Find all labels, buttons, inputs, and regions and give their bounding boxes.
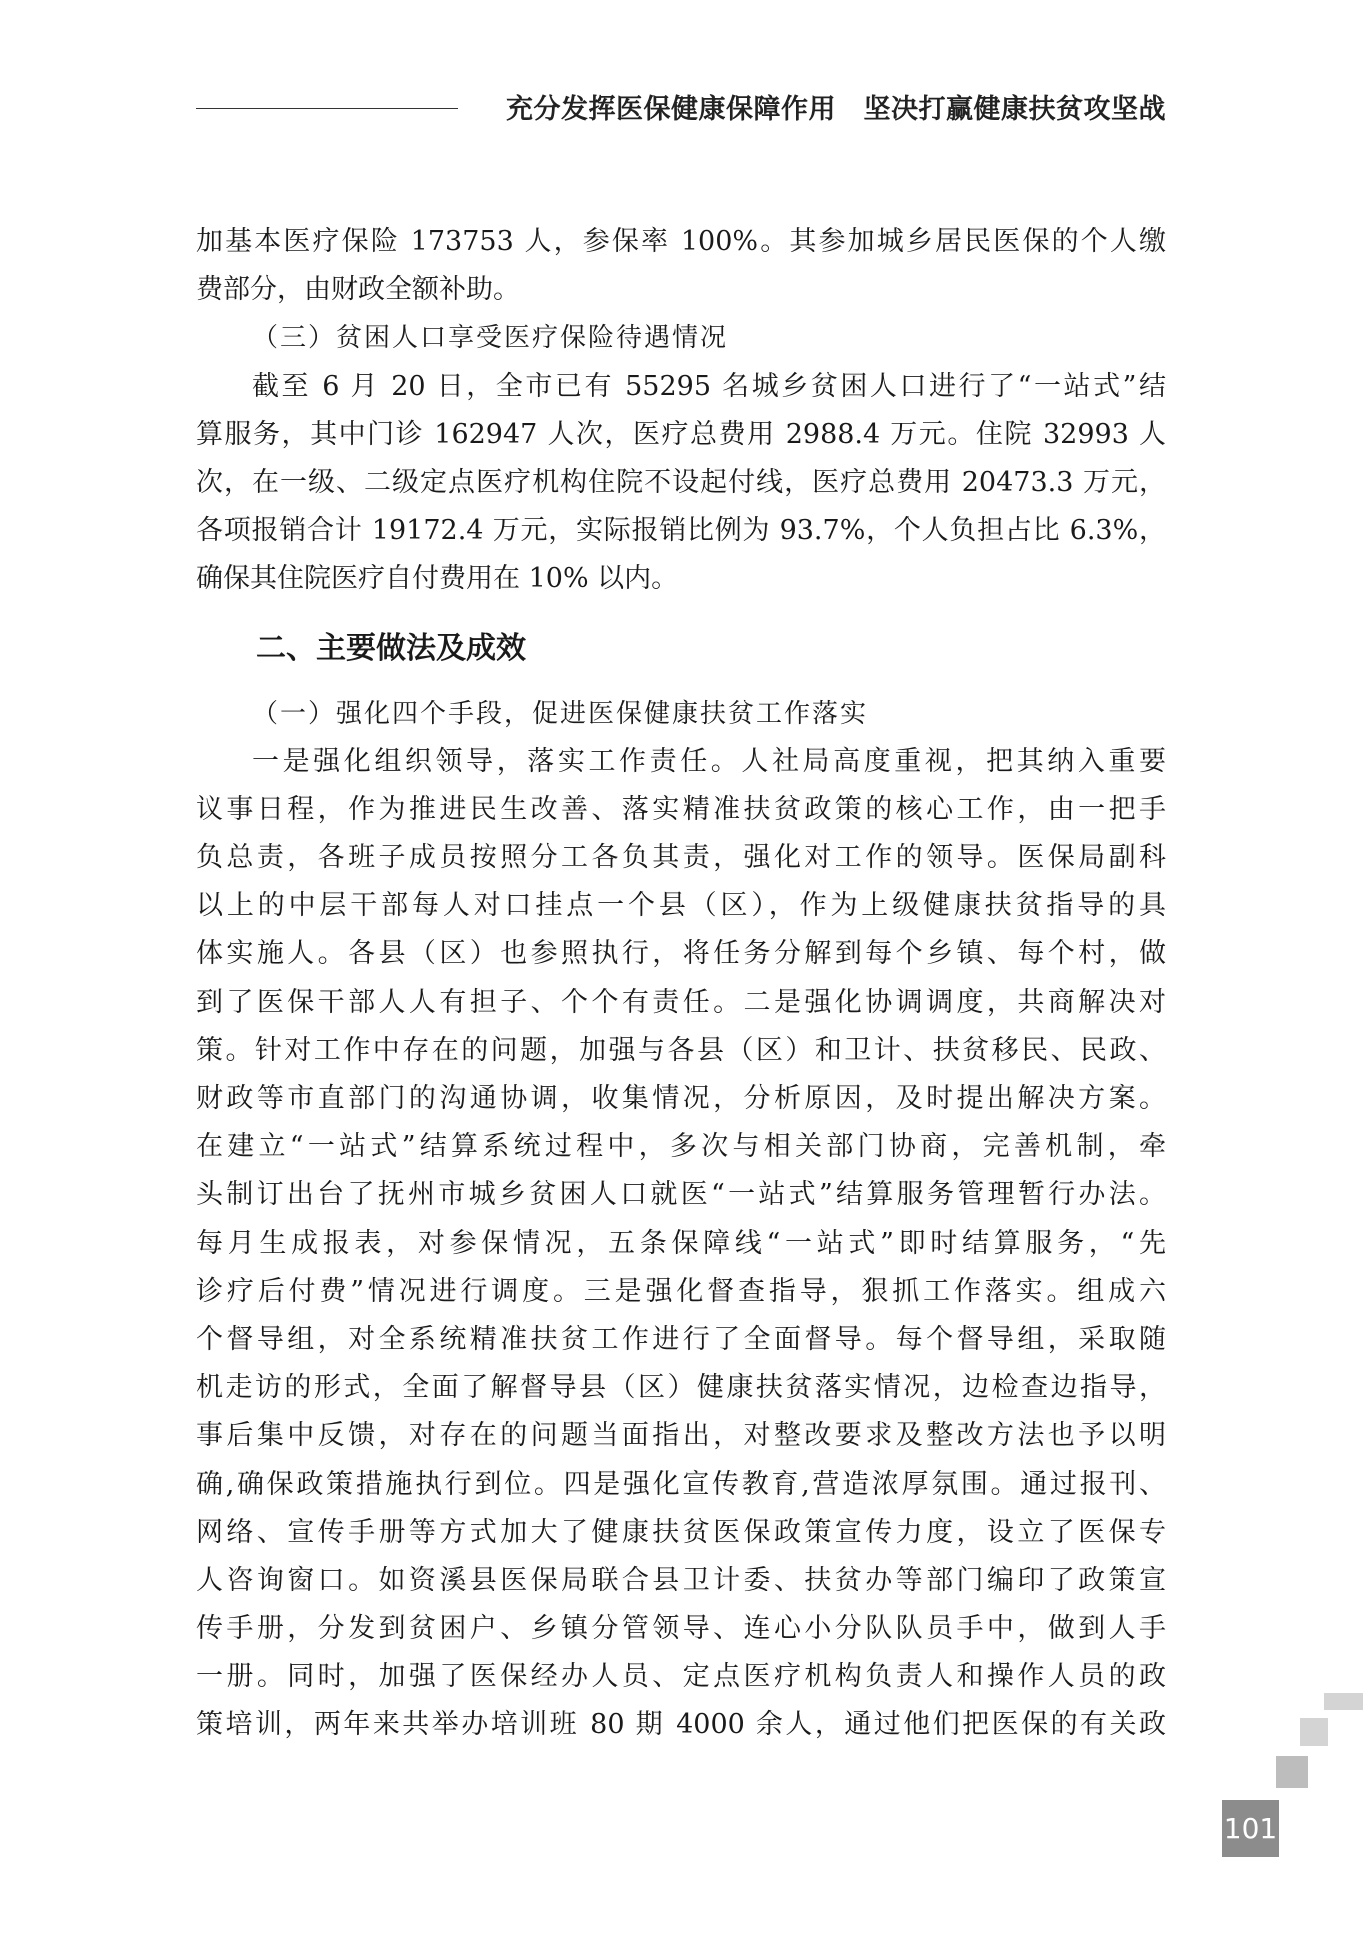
text-line: 一册。同时，加强了医保经办人员、定点医疗机构负责人和操作人员的政 [196, 1661, 1166, 1693]
text-line: 事后集中反馈，对存在的问题当面指出，对整改要求及整改方法也予以明 [196, 1420, 1166, 1452]
text-line: 一是强化组织领导，落实工作责任。人社局高度重视，把其纳入重要 [252, 745, 1166, 777]
text-line: 加基本医疗保险 173753 人，参保率 100%。其参加城乡居民医保的个人缴 [196, 226, 1166, 257]
text-line: 头制订出台了抚州市城乡贫困人口就医“一站式”结算服务管理暂行办法。 [196, 1179, 1166, 1211]
text-line: 确,确保政策措施执行到位。四是强化宣传教育,营造浓厚氛围。通过报刊、 [196, 1468, 1166, 1500]
header-rule [196, 108, 458, 109]
text-line: 截至 6 月 20 日，全市已有 55295 名城乡贫困人口进行了“一站式”结 [252, 370, 1166, 402]
text-line: 议事日程，作为推进民生改善、落实精准扶贫政策的核心工作，由一把手 [196, 793, 1166, 825]
decorative-square [1276, 1756, 1308, 1788]
paragraph [196, 363, 1166, 604]
text-line: 策培训，两年来共举办培训班 80 期 4000 余人，通过他们把医保的有关政 [196, 1709, 1166, 1741]
text-line: 财政等市直部门的沟通协调，收集情况，分析原因，及时提出解决方案。 [196, 1083, 1166, 1114]
text-line: 人咨询窗口。如资溪县医保局联合县卫计委、扶贫办等部门编印了政策宣 [196, 1564, 1166, 1596]
page-number: 101 [1222, 1800, 1279, 1857]
text-line: 传手册，分发到贫困户、乡镇分管领导、连心小分队队员手中，做到人手 [196, 1613, 1166, 1645]
text-line: 算服务，其中门诊 162947 人次，医疗总费用 2988.4 万元。住院 32993 人 [196, 418, 1166, 450]
text-line: 费部分，由财政全额补助。 [196, 274, 520, 306]
text-line: 确保其住院医疗自付费用在 10% 以内。 [196, 563, 679, 595]
text-line: 在建立“一站式”结算系统过程中，多次与相关部门协商，完善机制，牵 [196, 1131, 1166, 1163]
subheading: （三）贫困人口享受医疗保险待遇情况 [252, 323, 729, 354]
section-heading: 二、主要做法及成效 [256, 630, 526, 666]
paragraph [196, 738, 1166, 1750]
header-title: 充分发挥医保健康保障作用 坚决打赢健康扶贫攻坚战 [506, 94, 1166, 125]
text-line: 到了医保干部人人有担子、个个有责任。二是强化协调调度，共商解决对 [196, 986, 1166, 1018]
text-line: 个督导组，对全系统精准扶贫工作进行了全面督导。每个督导组，采取随 [196, 1323, 1166, 1355]
text-line: 每月生成报表，对参保情况，五条保障线“一站式”即时结算服务，“先 [196, 1227, 1166, 1259]
page-body [196, 218, 1166, 1750]
decorative-square [1324, 1693, 1363, 1710]
text-line: 以上的中层干部每人对口挂点一个县（区），作为上级健康扶贫指导的具 [196, 890, 1166, 922]
text-line: 策。针对工作中存在的问题，加强与各县（区）和卫计、扶贫移民、民政、 [196, 1034, 1166, 1066]
text-line: 次，在一级、二级定点医疗机构住院不设起付线，医疗总费用 20473.3 万元， [196, 466, 1166, 498]
paragraph [196, 218, 1166, 314]
text-line: 诊疗后付费”情况进行调度。三是强化督查指导，狠抓工作落实。组成六 [196, 1275, 1166, 1307]
text-line: 机走访的形式，全面了解督导县（区）健康扶贫落实情况，边检查边指导， [196, 1372, 1166, 1404]
subheading: （一）强化四个手段，促进医保健康扶贫工作落实 [252, 698, 869, 729]
running-header [196, 84, 1166, 134]
text-line: 各项报销合计 19172.4 万元，实际报销比例为 93.7%，个人负担占比 6.3%， [196, 515, 1166, 547]
text-line: 负总责，各班子成员按照分工各负其责，强化对工作的领导。医保局副科 [196, 842, 1166, 874]
text-line: 体实施人。各县（区）也参照执行，将任务分解到每个乡镇、每个村，做 [196, 938, 1166, 970]
decorative-square [1300, 1718, 1328, 1746]
text-line: 网络、宣传手册等方式加大了健康扶贫医保政策宣传力度，设立了医保专 [196, 1516, 1166, 1548]
